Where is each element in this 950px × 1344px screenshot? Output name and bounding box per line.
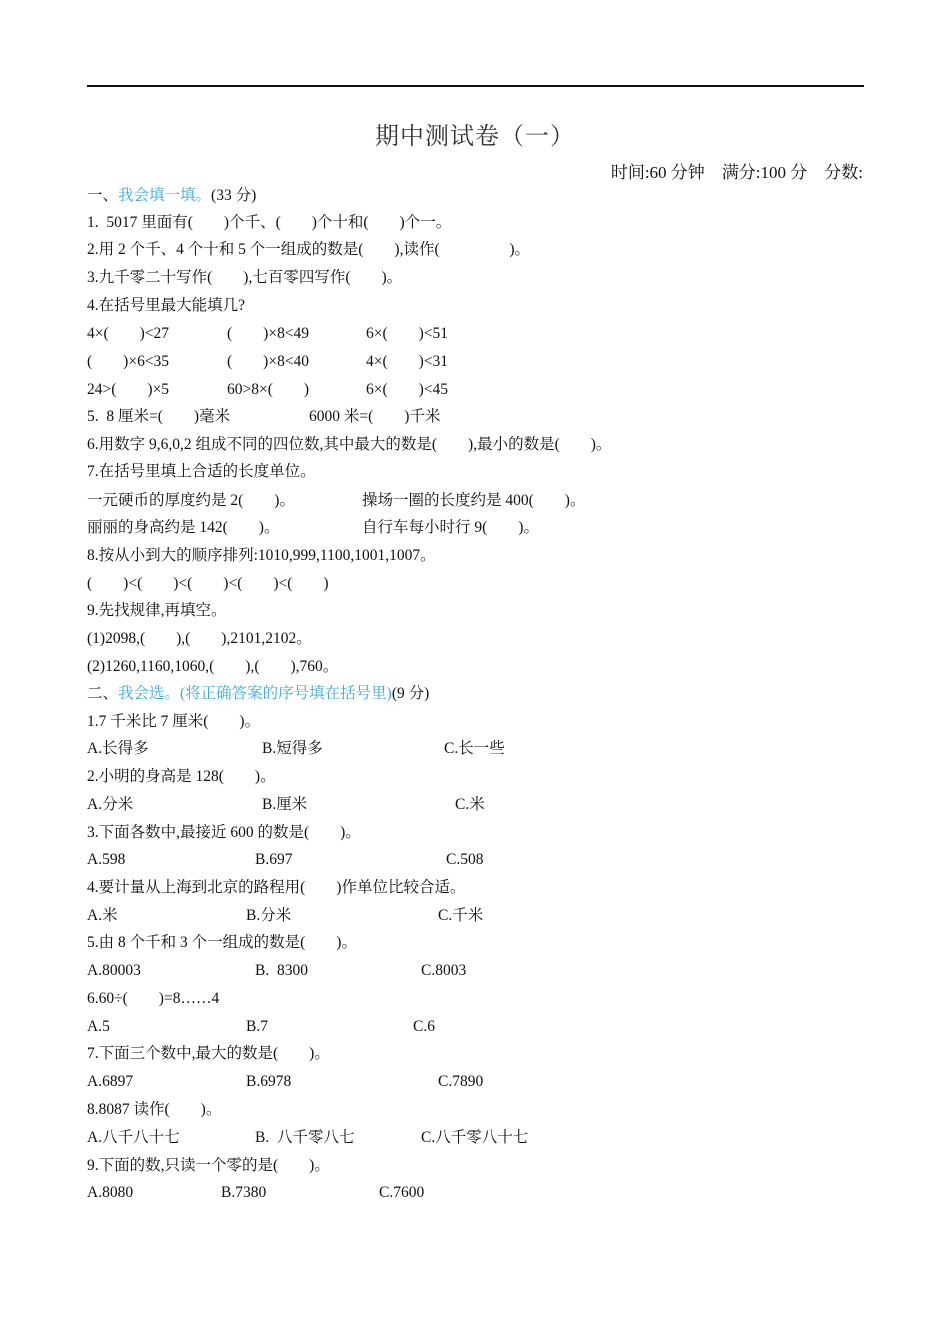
choice-question-4: 4.要计量从上海到北京的路程用( )作单位比较合适。	[87, 879, 466, 896]
section-2-score: (9 分)	[391, 685, 430, 702]
choice-9-a: A.8080	[87, 1184, 134, 1201]
choice-question-5: 5.由 8 个千和 3 个一组成的数是( )。	[87, 934, 357, 951]
section-2-title: 我会选。(将正确答案的序号填在括号里)	[118, 685, 392, 702]
question-1-9b: (2)1260,1160,1060,( ),( ),760。	[87, 658, 339, 675]
q4-row3-col3: 6×( )<45	[366, 381, 449, 398]
page-title: 期中测试卷（一）	[375, 124, 575, 150]
q4-row2-col1: ( )×6<35	[87, 353, 170, 370]
question-1-8-blanks: ( )<( )<( )<( )<( )	[87, 575, 329, 592]
section-2-heading	[87, 684, 429, 704]
q4-row3-col1: 24>( )×5	[87, 381, 170, 398]
choice-8-c: C.八千零八十七	[421, 1129, 529, 1146]
question-1-9: 9.先找规律,再填空。	[87, 602, 227, 619]
choice-3-c: C.508	[446, 851, 484, 868]
question-1-1: 1. 5017 里面有( )个千、( )个十和( )个一。	[87, 214, 452, 231]
choice-question-7: 7.下面三个数中,最大的数是( )。	[87, 1045, 330, 1062]
question-1-8: 8.按从小到大的顺序排列:1010,999,1100,1001,1007。	[87, 547, 436, 564]
question-1-6: 6.用数字 9,6,0,2 组成不同的四位数,其中最大的数是( ),最小的数是( )。	[87, 436, 612, 453]
header-rule	[87, 85, 864, 87]
section-2-prefix: 二、	[87, 685, 119, 702]
question-1-5a: 5. 8 厘米=( )毫米	[87, 408, 231, 425]
choice-8-b: B. 八千零八七	[255, 1129, 355, 1146]
choice-1-c: C.长一些	[444, 740, 505, 757]
section-1-title: 我会填一填。	[118, 187, 212, 204]
choice-7-a: A.6897	[87, 1073, 134, 1090]
choice-question-6: 6.60÷( )=8……4	[87, 990, 220, 1007]
question-1-2: 2.用 2 个千、4 个十和 5 个一组成的数是( ),读作( )。	[87, 241, 531, 258]
question-1-7b: 操场一圈的长度约是 400( )。	[362, 492, 586, 509]
choice-5-c: C.8003	[421, 962, 467, 979]
choice-7-b: B.6978	[246, 1073, 292, 1090]
choice-4-a: A.米	[87, 907, 118, 924]
q4-row1-col1: 4×( )<27	[87, 325, 170, 342]
question-1-7: 7.在括号里填上合适的长度单位。	[87, 463, 316, 480]
section-1-score: (33 分)	[211, 187, 257, 204]
choice-9-b: B.7380	[221, 1184, 267, 1201]
choice-6-c: C.6	[413, 1018, 435, 1035]
exam-meta: 时间:60 分钟 满分:100 分 分数:	[610, 163, 863, 182]
question-1-5b: 6000 米=( )千米	[309, 408, 441, 425]
choice-9-c: C.7600	[379, 1184, 425, 1201]
question-1-3: 3.九千零二十写作( ),七百零四写作( )。	[87, 269, 403, 286]
choice-question-9: 9.下面的数,只读一个零的是( )。	[87, 1157, 330, 1174]
choice-2-c: C.米	[455, 796, 485, 813]
question-1-7a: 一元硬币的厚度约是 2( )。	[87, 492, 295, 509]
choice-2-b: B.厘米	[262, 796, 308, 813]
choice-4-c: C.千米	[438, 907, 484, 924]
choice-2-a: A.分米	[87, 796, 134, 813]
choice-5-a: A.80003	[87, 962, 141, 979]
choice-3-b: B.697	[255, 851, 293, 868]
section-1-prefix: 一、	[87, 187, 119, 204]
choice-3-a: A.598	[87, 851, 126, 868]
choice-6-a: A.5	[87, 1018, 110, 1035]
choice-question-1: 1.7 千米比 7 厘米( )。	[87, 713, 261, 730]
choice-question-3: 3.下面各数中,最接近 600 的数是( )。	[87, 824, 361, 841]
choice-7-c: C.7890	[438, 1073, 484, 1090]
choice-question-2: 2.小明的身高是 128( )。	[87, 768, 276, 785]
question-1-7d: 自行车每小时行 9( )。	[362, 519, 539, 536]
choice-1-b: B.短得多	[262, 740, 323, 757]
choice-4-b: B.分米	[246, 907, 292, 924]
q4-row1-col2: ( )×8<49	[227, 325, 310, 342]
q4-row1-col3: 6×( )<51	[366, 325, 449, 342]
choice-5-b: B. 8300	[255, 962, 308, 979]
question-1-4: 4.在括号里最大能填几?	[87, 297, 246, 314]
choice-6-b: B.7	[246, 1018, 268, 1035]
q4-row2-col2: ( )×8<40	[227, 353, 310, 370]
q4-row3-col2: 60>8×( )	[227, 381, 310, 398]
question-1-7c: 丽丽的身高约是 142( )。	[87, 519, 280, 536]
choice-8-a: A.八千八十七	[87, 1129, 180, 1146]
question-1-9a: (1)2098,( ),( ),2101,2102。	[87, 630, 312, 647]
choice-question-8: 8.8087 读作( )。	[87, 1101, 222, 1118]
choice-1-a: A.长得多	[87, 740, 149, 757]
section-1-heading	[87, 186, 256, 206]
q4-row2-col3: 4×( )<31	[366, 353, 449, 370]
